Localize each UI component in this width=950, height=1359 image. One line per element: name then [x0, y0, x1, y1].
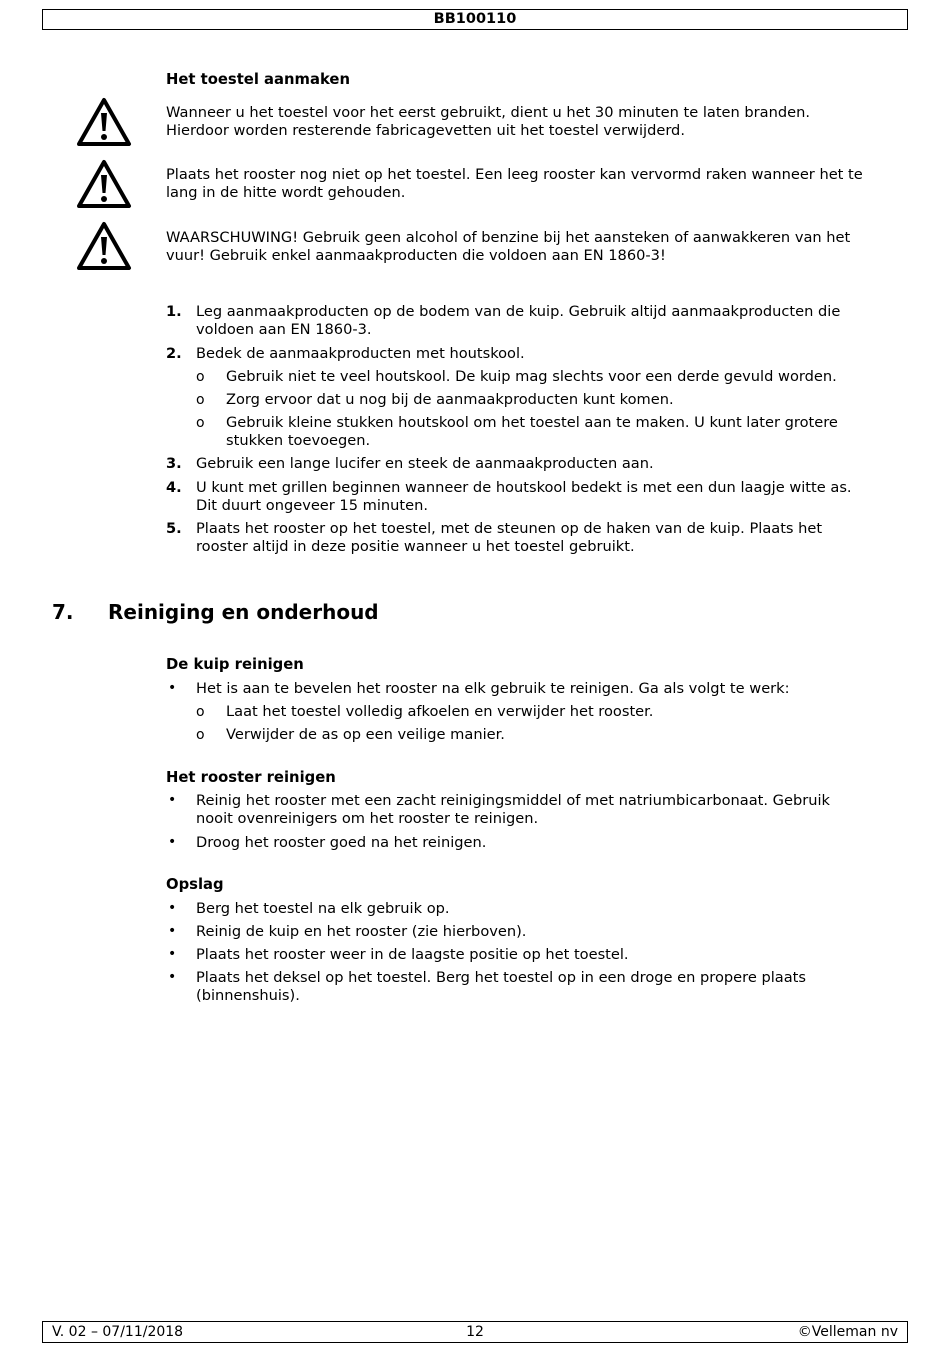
list-item: Plaats het deksel op het toestel. Berg het toestel op in een droge en propere plaats (binnenshuis).: [196, 969, 806, 1004]
step-number: 2.: [166, 345, 182, 362]
section-title: Reiniging en onderhoud: [108, 600, 379, 624]
step-number: 3.: [166, 455, 182, 472]
warning-triangle-icon: [76, 97, 132, 147]
step-number: 5.: [166, 520, 182, 537]
warning-text-1: Wanneer u het toestel voor het eerst gebruikt, dient u het 30 minuten te laten branden. Hierdoor worden resterende fabricagevetten uit het toestel verwijderd.: [166, 104, 811, 139]
sub-bullet: o: [196, 415, 205, 431]
step-text: Plaats het rooster op het toestel, met de steunen op de haken van de kuip. Plaats het rooster altijd in deze positie wanneer u het toestel gebruikt.: [196, 520, 823, 555]
sub-bullet: o: [196, 392, 205, 408]
sub-bullet: o: [196, 704, 205, 720]
warning-text-3: WAARSCHUWING! Gebruik geen alcohol of benzine bij het aansteken of aanwakkeren van het vuur! Gebruik enkel aanmaakproducten die voldoen aan EN 1860-3!: [166, 229, 851, 264]
list-item: Plaats het rooster weer in de laagste positie op het toestel.: [196, 946, 629, 963]
bullet: •: [168, 923, 177, 939]
doc-code: BB100110: [433, 11, 517, 27]
step-number: 1.: [166, 303, 182, 320]
footer-copyright: ©Velleman nv: [797, 1324, 898, 1340]
bullet: •: [168, 969, 177, 985]
bullet: •: [168, 680, 177, 696]
sub-item-text: Laat het toestel volledig afkoelen en verwijder het rooster.: [226, 703, 654, 720]
footer-page-number: 12: [466, 1324, 484, 1340]
sub-bullet: o: [196, 369, 205, 385]
sub-item-text: Gebruik niet te veel houtskool. De kuip mag slechts voor een derde gevuld worden.: [226, 368, 837, 385]
list-item: Berg het toestel na elk gebruik op.: [196, 900, 450, 917]
step-text: U kunt met grillen beginnen wanneer de houtskool bedekt is met een dun laagje witte as. Dit duurt ongeveer 15 minuten.: [196, 479, 852, 514]
list-item: Reinig het rooster met een zacht reinigingsmiddel of met natriumbicarbonaat. Gebruik nooit ovenreinigers om het rooster te reinigen.: [196, 792, 830, 827]
bullet: •: [168, 946, 177, 962]
section-number: 7.: [52, 600, 74, 624]
page-header: [42, 9, 908, 30]
warning-triangle-icon: [76, 159, 132, 209]
warning-text-2: Plaats het rooster nog niet op het toestel. Een leeg rooster kan vervormd raken wanneer het te lang in de hitte wordt gehouden.: [166, 166, 863, 201]
list-item: Droog het rooster goed na het reinigen.: [196, 834, 487, 851]
list-item: Het is aan te bevelen het rooster na elk gebruik te reinigen. Ga als volgt te werk:: [196, 680, 790, 697]
page-footer: [42, 1321, 908, 1343]
bullet: •: [168, 834, 177, 850]
list-item: Reinig de kuip en het rooster (zie hierboven).: [196, 923, 527, 940]
sub-item-text: Gebruik kleine stukken houtskool om het toestel aan te maken. U kunt later grotere stukken toevoegen.: [226, 414, 838, 449]
step-text: Bedek de aanmaakproducten met houtskool.: [196, 345, 525, 362]
opslag-heading: Opslag: [166, 876, 224, 893]
sub-item-text: Zorg ervoor dat u nog bij de aanmaakproducten kunt komen.: [226, 391, 674, 408]
bullet: •: [168, 900, 177, 916]
step-number: 4.: [166, 479, 182, 496]
rooster-heading: Het rooster reinigen: [166, 769, 336, 786]
sub-item-text: Verwijder de as op een veilige manier.: [226, 726, 505, 743]
kuip-heading: De kuip reinigen: [166, 656, 304, 673]
step-text: Leg aanmaakproducten op de bodem van de kuip. Gebruik altijd aanmaakproducten die voldoen aan EN 1860-3.: [196, 303, 841, 338]
bullet: •: [168, 792, 177, 808]
lighting-heading: Het toestel aanmaken: [166, 71, 350, 88]
footer-version: V. 02 – 07/11/2018: [52, 1324, 184, 1340]
warning-triangle-icon: [76, 221, 132, 271]
sub-bullet: o: [196, 727, 205, 743]
step-text: Gebruik een lange lucifer en steek de aanmaakproducten aan.: [196, 455, 654, 472]
